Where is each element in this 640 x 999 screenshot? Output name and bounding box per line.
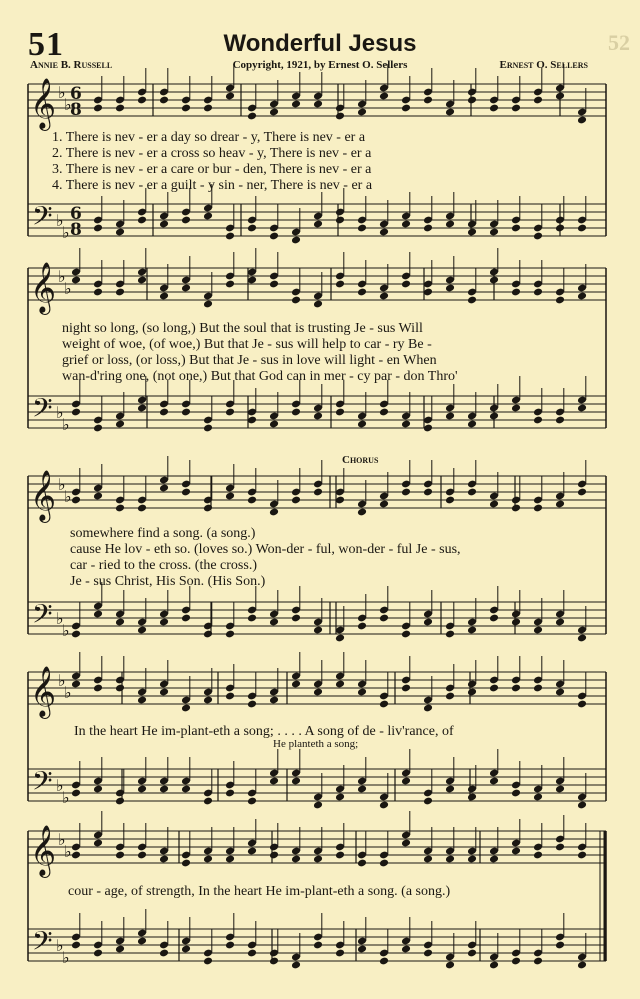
notehead — [401, 945, 411, 954]
notehead — [203, 300, 213, 309]
time-signature-top: 6 — [70, 84, 82, 104]
notehead — [115, 420, 125, 429]
notehead — [159, 618, 169, 627]
notehead — [577, 961, 587, 970]
flat-sign: ♭ — [58, 267, 66, 286]
notehead — [335, 112, 345, 121]
notehead — [203, 104, 213, 113]
notehead — [445, 496, 455, 505]
notehead — [555, 941, 565, 950]
flat-sign: ♭ — [64, 487, 72, 506]
notehead — [115, 684, 125, 693]
notehead — [401, 488, 411, 497]
flat-sign: ♭ — [64, 279, 72, 298]
notehead — [379, 292, 389, 301]
notehead — [577, 116, 587, 125]
notehead — [357, 859, 367, 868]
notehead — [159, 855, 169, 864]
notehead — [269, 851, 279, 860]
notehead — [379, 859, 389, 868]
notehead — [445, 692, 455, 701]
notehead — [533, 288, 543, 297]
notehead — [71, 851, 81, 860]
bass-clef-icon: 𝄢 — [32, 598, 53, 636]
notehead — [247, 797, 257, 806]
flat-sign: ♭ — [62, 415, 70, 434]
notehead — [159, 96, 169, 105]
notehead — [225, 408, 235, 417]
lyric-line: weight of woe, (of woe,) But that Je - sus will help to car - ry Be - — [62, 337, 432, 352]
bass-cue-text: He planteth a song; — [273, 738, 359, 750]
copyright-notice: Copyright, 1921, by Ernest O. Sellers — [232, 59, 408, 71]
notehead — [467, 488, 477, 497]
notehead — [313, 300, 323, 309]
notehead — [555, 785, 565, 794]
notehead — [379, 92, 389, 101]
notehead — [489, 412, 499, 421]
notehead — [159, 484, 169, 493]
bass-clef-icon: 𝄢 — [32, 765, 53, 803]
notehead — [137, 504, 147, 513]
treble-clef-icon: 𝄞 — [30, 470, 57, 521]
notehead — [93, 949, 103, 958]
hymn-title: Wonderful Jesus — [223, 30, 417, 57]
notehead — [423, 949, 433, 958]
lyric-line: wan-d'ring one, (not one,) But that God can in mer - cy par - don Thro' — [62, 369, 458, 384]
notehead — [313, 488, 323, 497]
bass-clef-icon: 𝄢 — [32, 925, 53, 963]
notehead — [269, 777, 279, 786]
notehead — [159, 785, 169, 794]
notehead — [181, 945, 191, 954]
notehead — [313, 412, 323, 421]
notehead — [401, 630, 411, 639]
notehead — [71, 680, 81, 689]
notehead — [115, 504, 125, 513]
notehead — [467, 626, 477, 635]
notehead — [533, 626, 543, 635]
notehead — [225, 789, 235, 798]
lyric-line: night so long, (so long,) But the soul that is trusting Je - sus Will — [62, 321, 423, 336]
notehead — [401, 777, 411, 786]
treble-clef-icon: 𝄞 — [30, 262, 57, 313]
notehead — [511, 504, 521, 513]
notehead — [269, 232, 279, 241]
notehead — [335, 680, 345, 689]
notehead — [357, 688, 367, 697]
notehead — [247, 847, 257, 856]
notehead — [247, 112, 257, 121]
notehead — [401, 839, 411, 848]
notehead — [291, 100, 301, 109]
notehead — [379, 408, 389, 417]
notehead — [577, 404, 587, 413]
notehead — [159, 292, 169, 301]
notehead — [555, 843, 565, 852]
notehead — [181, 785, 191, 794]
flat-sign: ♭ — [56, 936, 64, 955]
notehead — [489, 614, 499, 623]
treble-clef-icon: 𝄞 — [30, 78, 57, 129]
notehead — [93, 785, 103, 794]
notehead — [159, 408, 169, 417]
notehead — [313, 100, 323, 109]
notehead — [269, 508, 279, 517]
notehead — [247, 224, 257, 233]
notehead — [247, 949, 257, 958]
notehead — [93, 424, 103, 433]
notehead — [247, 496, 257, 505]
notehead — [71, 630, 81, 639]
notehead — [71, 408, 81, 417]
bass-clef-icon: 𝄢 — [32, 392, 53, 430]
notehead — [313, 941, 323, 950]
lyric-line: grief or loss, (or loss,) But that Je - sus in love will light - en When — [62, 353, 437, 368]
flat-sign: ♭ — [64, 95, 72, 114]
notehead — [577, 488, 587, 497]
notehead — [225, 692, 235, 701]
notehead — [159, 220, 169, 229]
notehead — [291, 777, 301, 786]
notehead — [313, 801, 323, 810]
notehead — [181, 704, 191, 713]
notehead — [511, 618, 521, 627]
notehead — [115, 945, 125, 954]
notehead — [445, 284, 455, 293]
notehead — [203, 696, 213, 705]
notehead — [181, 614, 191, 623]
notehead — [555, 618, 565, 627]
notehead — [137, 785, 147, 794]
notehead — [533, 684, 543, 693]
lyric-line: car - ried to the cross. (the cross.) — [70, 558, 257, 573]
notehead — [137, 96, 147, 105]
notehead — [379, 700, 389, 709]
notehead — [291, 614, 301, 623]
notehead — [203, 957, 213, 966]
notehead — [555, 224, 565, 233]
notehead — [335, 408, 345, 417]
notehead — [467, 793, 477, 802]
notehead — [291, 680, 301, 689]
flat-sign: ♭ — [56, 776, 64, 795]
notehead — [423, 488, 433, 497]
notehead — [137, 276, 147, 285]
notehead — [489, 228, 499, 237]
notehead — [247, 700, 257, 709]
notehead — [401, 280, 411, 289]
notehead — [533, 232, 543, 241]
notehead — [533, 851, 543, 860]
notehead — [181, 488, 191, 497]
bass-clef-icon: 𝄢 — [32, 200, 53, 238]
notehead — [577, 851, 587, 860]
flat-sign: ♭ — [58, 83, 66, 102]
notehead — [269, 280, 279, 289]
lyric-line: 4. There is nev - er a guilt - y sin - ner, There is nev - er a — [52, 178, 373, 193]
notehead — [181, 104, 191, 113]
notehead — [313, 688, 323, 697]
lyric-line: 3. There is nev - er a care or bur - den, There is nev - er a — [52, 162, 372, 177]
notehead — [423, 96, 433, 105]
time-signature-bottom: 8 — [70, 220, 82, 240]
notehead — [357, 420, 367, 429]
notehead — [445, 961, 455, 970]
notehead — [467, 228, 477, 237]
notehead — [291, 855, 301, 864]
notehead — [357, 108, 367, 117]
notehead — [489, 684, 499, 693]
notehead — [511, 104, 521, 113]
notehead — [93, 492, 103, 501]
notehead — [225, 941, 235, 950]
notehead — [555, 416, 565, 425]
hymn-number: 51 — [28, 26, 64, 63]
notehead — [357, 508, 367, 517]
notehead — [489, 500, 499, 509]
notehead — [203, 424, 213, 433]
notehead — [511, 404, 521, 413]
notehead — [115, 797, 125, 806]
flat-sign: ♭ — [56, 609, 64, 628]
notehead — [203, 212, 213, 221]
notehead — [335, 280, 345, 289]
notehead — [137, 696, 147, 705]
notehead — [577, 634, 587, 643]
notehead — [115, 104, 125, 113]
composer-credit: Ernest O. Sellers — [499, 59, 588, 71]
lyric-line: Je - sus Christ, His Son. (His Son.) — [70, 574, 266, 589]
notehead — [181, 408, 191, 417]
notehead — [445, 785, 455, 794]
notehead — [555, 296, 565, 305]
notehead — [533, 416, 543, 425]
notehead — [379, 614, 389, 623]
notehead — [335, 634, 345, 643]
notehead — [93, 224, 103, 233]
notehead — [115, 618, 125, 627]
flat-sign: ♭ — [64, 683, 72, 702]
notehead — [115, 851, 125, 860]
notehead — [291, 408, 301, 417]
treble-clef-icon: 𝄞 — [30, 825, 57, 876]
notehead — [247, 614, 257, 623]
notehead — [467, 296, 477, 305]
notehead — [115, 228, 125, 237]
flat-sign: ♭ — [62, 223, 70, 242]
notehead — [93, 104, 103, 113]
notehead — [555, 500, 565, 509]
notehead — [137, 626, 147, 635]
notehead — [291, 236, 301, 245]
notehead — [379, 957, 389, 966]
notehead — [423, 704, 433, 713]
flat-sign: ♭ — [62, 788, 70, 807]
notehead — [71, 276, 81, 285]
notehead — [159, 688, 169, 697]
notehead — [445, 855, 455, 864]
notehead — [555, 688, 565, 697]
lyric-line: cause He lov - eth so. (loves so.) Won-der - ful, won-der - ful Je - sus, — [70, 542, 461, 557]
notehead — [93, 610, 103, 619]
notehead — [357, 622, 367, 631]
notehead — [93, 288, 103, 297]
notehead — [467, 688, 477, 697]
notehead — [137, 851, 147, 860]
notehead — [291, 296, 301, 305]
lyric-line: 1. There is nev - er a day so drear - y, There is nev - er a — [52, 130, 366, 145]
notehead — [137, 216, 147, 225]
notehead — [335, 793, 345, 802]
notehead — [511, 684, 521, 693]
notehead — [71, 789, 81, 798]
notehead — [423, 618, 433, 627]
notehead — [401, 220, 411, 229]
notehead — [489, 777, 499, 786]
notehead — [335, 949, 345, 958]
notehead — [71, 941, 81, 950]
notehead — [489, 855, 499, 864]
chorus-label: Chorus — [342, 454, 379, 466]
notehead — [335, 851, 345, 860]
notehead — [313, 855, 323, 864]
notehead — [379, 500, 389, 509]
notehead — [511, 789, 521, 798]
notehead — [137, 404, 147, 413]
notehead — [577, 292, 587, 301]
notehead — [159, 949, 169, 958]
notehead — [225, 92, 235, 101]
notehead — [181, 284, 191, 293]
notehead — [291, 961, 301, 970]
notehead — [71, 496, 81, 505]
lyric-line: somewhere find a song. (a song.) — [70, 526, 256, 541]
notehead — [555, 92, 565, 101]
notehead — [269, 420, 279, 429]
flat-sign: ♭ — [62, 948, 70, 967]
notehead — [489, 961, 499, 970]
notehead — [445, 220, 455, 229]
notehead — [93, 684, 103, 693]
notehead — [445, 412, 455, 421]
notehead — [203, 855, 213, 864]
notehead — [467, 949, 477, 958]
lyric-line: 2. There is nev - er a cross so heav - y, There is nev - er a — [52, 146, 372, 161]
notehead — [313, 626, 323, 635]
lyric-line: In the heart He im-plant-eth a song; . . . . A song of de - liv'rance, of — [74, 724, 454, 739]
notehead — [401, 104, 411, 113]
notehead — [357, 288, 367, 297]
notehead — [467, 855, 477, 864]
notehead — [181, 216, 191, 225]
notehead — [423, 797, 433, 806]
notehead — [93, 839, 103, 848]
notehead — [357, 785, 367, 794]
notehead — [511, 288, 521, 297]
notehead — [225, 630, 235, 639]
bleed-through-number: 52 — [608, 30, 630, 55]
notehead — [291, 496, 301, 505]
flat-sign: ♭ — [56, 211, 64, 230]
notehead — [225, 855, 235, 864]
notehead — [445, 108, 455, 117]
lyricist-credit: Annie B. Russell — [30, 59, 113, 71]
notehead — [225, 492, 235, 501]
notehead — [445, 630, 455, 639]
notehead — [225, 232, 235, 241]
flat-sign: ♭ — [64, 842, 72, 861]
notehead — [269, 618, 279, 627]
notehead — [401, 684, 411, 693]
notehead — [423, 224, 433, 233]
notehead — [489, 276, 499, 285]
notehead — [335, 216, 345, 225]
notehead — [533, 793, 543, 802]
notehead — [423, 855, 433, 864]
time-signature-top: 6 — [70, 204, 82, 224]
notehead — [401, 420, 411, 429]
notehead — [269, 696, 279, 705]
notehead — [225, 280, 235, 289]
notehead — [269, 957, 279, 966]
notehead — [203, 797, 213, 806]
flat-sign: ♭ — [62, 621, 70, 640]
notehead — [511, 224, 521, 233]
notehead — [269, 108, 279, 117]
notehead — [467, 420, 477, 429]
notehead — [577, 801, 587, 810]
notehead — [511, 957, 521, 966]
notehead — [115, 288, 125, 297]
notehead — [511, 847, 521, 856]
notehead — [533, 957, 543, 966]
notehead — [379, 801, 389, 810]
notehead — [379, 228, 389, 237]
flat-sign: ♭ — [58, 830, 66, 849]
notehead — [533, 504, 543, 513]
flat-sign: ♭ — [58, 475, 66, 494]
notehead — [357, 224, 367, 233]
notehead — [181, 859, 191, 868]
flat-sign: ♭ — [58, 671, 66, 690]
flat-sign: ♭ — [56, 403, 64, 422]
notehead — [489, 104, 499, 113]
notehead — [467, 96, 477, 105]
treble-clef-icon: 𝄞 — [30, 666, 57, 717]
time-signature-bottom: 8 — [70, 100, 82, 120]
notehead — [577, 224, 587, 233]
notehead — [313, 220, 323, 229]
notehead — [137, 937, 147, 946]
lyric-line: cour - age, of strength, In the heart He im-plant-eth a song. (a song.) — [68, 884, 451, 899]
notehead — [577, 700, 587, 709]
notehead — [533, 96, 543, 105]
notehead — [357, 945, 367, 954]
